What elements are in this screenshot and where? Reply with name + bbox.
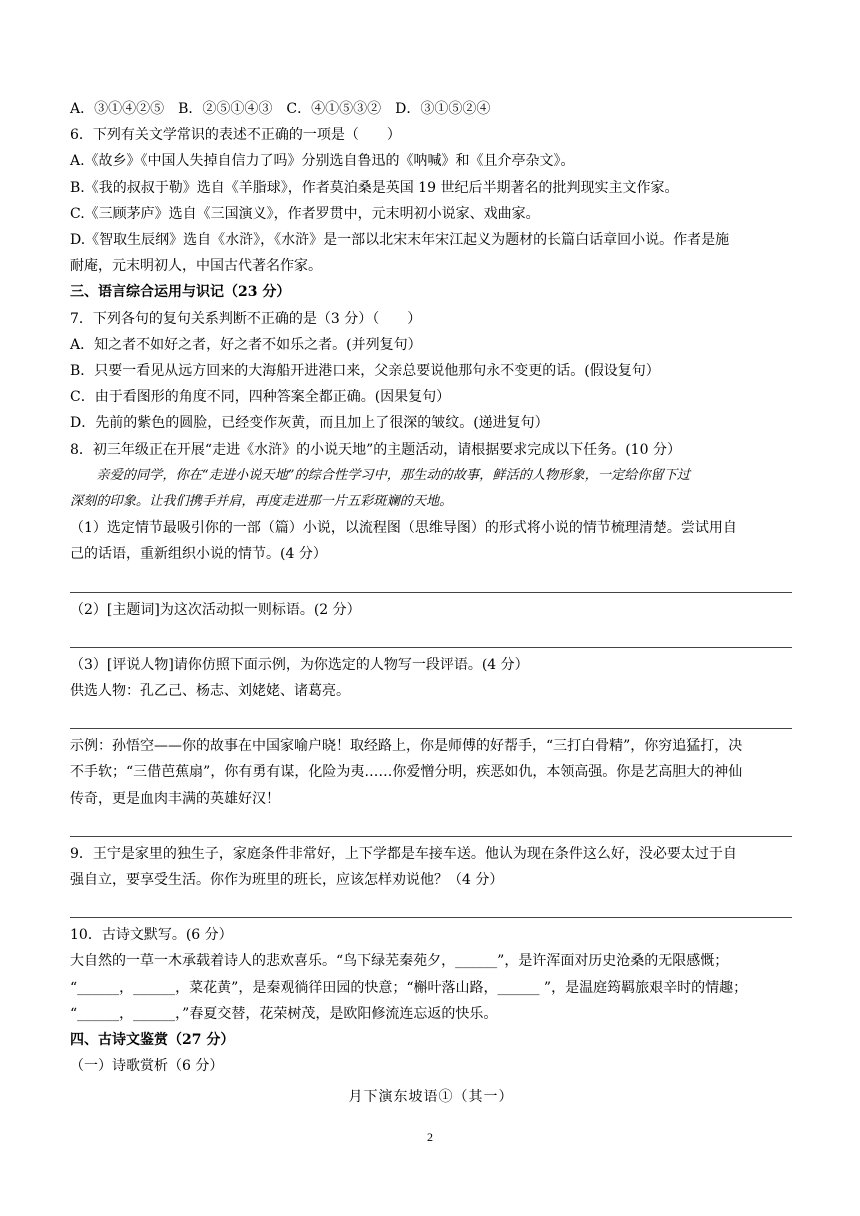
q8-part1-line1: （1）选定情节最吸引你的一部（篇）小说，以流程图（思维导图）的形式将小说的情节梳理清楚。尝试用自 [70, 520, 737, 537]
q9-line1: 9．王宁是家里的独生子，家庭条件非常好，上下学都是车接车送。他认为现在条件这么好，没必要太过于自 [70, 845, 737, 862]
subsection-poetry: （一）诗歌赏析（6 分） [70, 1058, 224, 1075]
q6-stem: 6．下列有关文学常识的表述不正确的一项是（ ） [70, 127, 401, 144]
q7-stem: 7．下列各句的复句关系判断不正确的是（3 分）（ ） [70, 310, 422, 327]
q6-option-d-line1: D.《智取生辰纲》选自《水浒》，《水浒》是一部以北宋末年宋江起义为题材的长篇白话章回小说。作者是施 [70, 232, 730, 249]
poem-title: 月下演东坡语①（其一） [348, 1088, 514, 1105]
q8-example-line3: 传奇，更是血肉丰满的英雄好汉！ [70, 790, 280, 807]
answer-line-q9[interactable] [70, 893, 792, 918]
exam-page [70, 96, 792, 1110]
q5-options: A．③①④②⑤ B．②⑤①④③ C．④①⑤③② D．③①⑤②④ [70, 101, 491, 117]
section-4-heading: 四、古诗文鉴赏（27 分） [70, 1032, 235, 1049]
q6-option-b: B.《我的叔叔于勒》选自《羊脂球》，作者莫泊桑是英国 19 世纪后半期著名的批判现实主文作家。 [70, 179, 679, 196]
q6-option-a: A.《故乡》《中国人失掉自信力了吗》分别选自鲁迅的《呐喊》和《且介亭杂文》。 [70, 153, 575, 170]
q8-intro-line1: 亲爱的同学，你在“走进小说天地”的综合性学习中，那生动的故事，鲜活的人物形象，一定给你留下过 [96, 467, 691, 483]
q7-option-a: A．知之者不如好之者，好之者不如乐之者。(并列复句） [70, 336, 422, 353]
section-3-heading: 三、语言综合运用与识记（23 分） [70, 284, 291, 301]
q8-example-line2: 不手软；“三借芭蕉扇”，你有勇有谋，化险为夷……你爱憎分明，疾恶如仇，本领高强。你是艺高胆大的神仙 [70, 764, 743, 781]
q10-stem: 10．古诗文默写。(6 分） [70, 927, 233, 944]
q8-intro-line2: 深刻的印象。让我们携手并肩，再度走进那一片五彩斑斓的天地。 [70, 494, 453, 510]
page-number: 2 [427, 1130, 433, 1144]
q8-part3: （3）[评说人物]请你仿照下面示例，为你选定的人物写一段评语。(4 分） [70, 656, 529, 673]
answer-line-q8-2[interactable] [70, 623, 792, 648]
answer-line-q8-1[interactable] [70, 568, 792, 593]
answer-line-q8-4[interactable] [70, 812, 792, 837]
q7-option-d: D．先前的紫色的圆脸，已经变作灰黄，而且加上了很深的皱纹。(递进复句） [70, 415, 549, 432]
q10-line2: “______，______，菜花黄”，是秦观徜徉田园的快意；“槲叶落山路，______ ”，是温庭筠羁旅艰辛时的情趣； [70, 979, 748, 996]
q7-option-c: C．由于看图形的角度不同，四种答案全都正确。(因果复句） [70, 389, 451, 406]
q8-stem: 8．初三年级正在开展“走进《水浒》的小说天地”的主题活动，请根据要求完成以下任务。(10 分） [70, 441, 681, 458]
q10-line3: “______，______，”春夏交替，花荣树茂，是欧阳修流连忘返的快乐。 [70, 1005, 498, 1022]
q9-line2: 强自立，要享受生活。你作为班里的班长，应该怎样劝说他？（4 分） [70, 872, 504, 889]
q10-line1: 大自然的一草一木承载着诗人的悲欢喜乐。“鸟下绿芜秦苑夕，______”，是许浑面对历史沧桑的无限感慨； [70, 953, 729, 970]
q8-example-line1: 示例：孙悟空——你的故事在中国家喻户晓！取经路上，你是师傅的好帮手，“三打白骨精”，你穷追猛打，决 [70, 738, 743, 755]
q8-part1-line2: 己的话语，重新组织小说的情节。(4 分） [70, 546, 327, 563]
q8-part2: （2）[主题词]为这次活动拟一则标语。(2 分） [70, 601, 361, 618]
q8-candidates: 供选人物：孔乙己、杨志、刘姥姥、诸葛亮。 [70, 683, 350, 700]
answer-line-q8-3[interactable] [70, 704, 792, 729]
q6-option-c: C.《三顾茅庐》选自《三国演义》，作者罗贯中，元末明初小说家、戏曲家。 [70, 205, 540, 222]
q6-option-d-line2: 耐庵，元末明初人，中国古代著名作家。 [70, 258, 322, 275]
q7-option-b: B．只要一看见从远方回来的大海船开进港口来，父亲总要说他那句永不变更的话。(假设复句） [70, 363, 660, 380]
